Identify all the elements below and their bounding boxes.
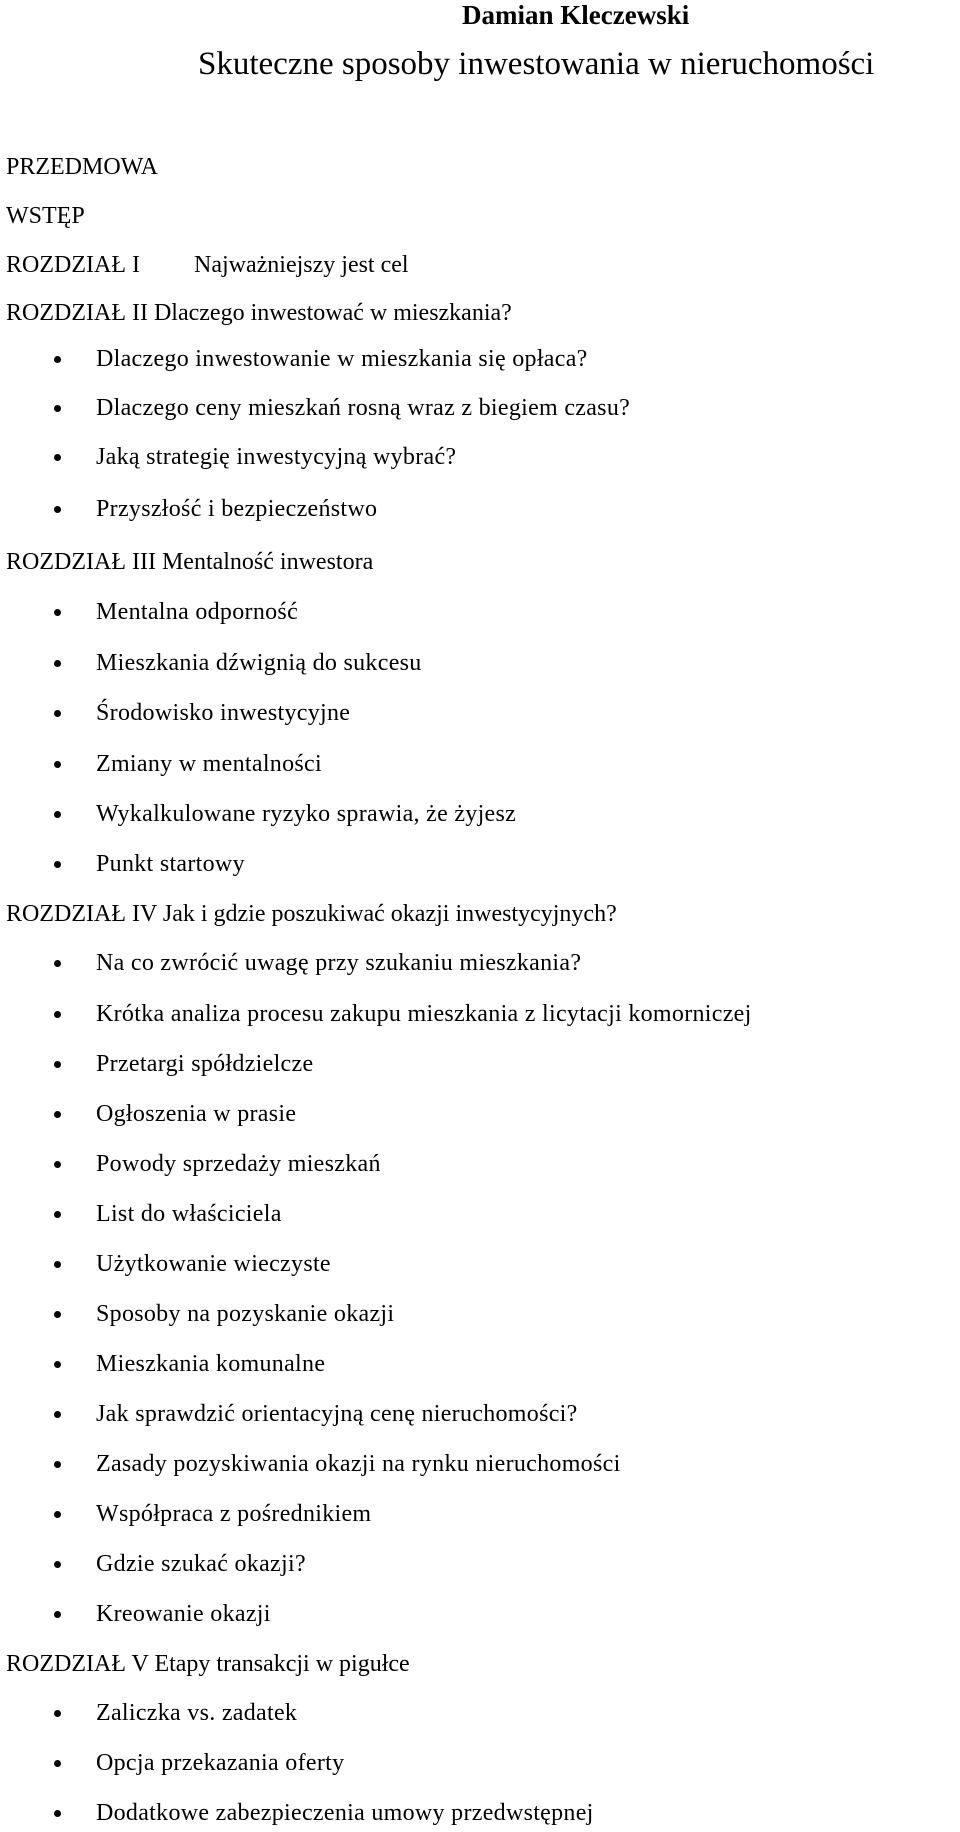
- chapter-1-label: ROZDZIAŁ I: [6, 252, 140, 278]
- bullet-icon: [54, 506, 61, 513]
- bullet-icon: [54, 1710, 61, 1717]
- bullet-icon: [54, 1561, 61, 1568]
- bullet-icon: [54, 1511, 61, 1518]
- bullet-icon: [54, 1261, 61, 1268]
- bullet-icon: [54, 960, 61, 967]
- bullet-icon: [54, 405, 61, 412]
- toc-entry-chapter-5: ROZDZIAŁ V Etapy transakcji w pigułce: [6, 1651, 410, 1677]
- bullet-icon: [54, 1161, 61, 1168]
- toc-entry-chapter-4: ROZDZIAŁ IV Jak i gdzie poszukiwać okazji inwestycyjnych?: [6, 901, 617, 927]
- bullet-icon: [54, 1411, 61, 1418]
- toc-entry-chapter-1: [6, 250, 409, 280]
- bullet-icon: [54, 861, 61, 868]
- bullet-icon: [54, 609, 61, 616]
- bullet-icon: [54, 1311, 61, 1318]
- bullet-icon: [54, 1760, 61, 1767]
- bullet-icon: [54, 1211, 61, 1218]
- toc-entry-chapter-3: ROZDZIAŁ III Mentalność inwestora: [6, 549, 374, 575]
- author-name: Damian Kleczewski: [462, 0, 690, 30]
- bullet-icon: [54, 454, 61, 461]
- bullet-icon: [54, 1061, 61, 1068]
- bullet-icon: [54, 1011, 61, 1018]
- toc-entry-preface: PRZEDMOWA: [6, 154, 159, 180]
- bullet-icon: [54, 1810, 61, 1817]
- bullet-icon: [54, 1461, 61, 1468]
- bullet-icon: [54, 1611, 61, 1618]
- bullet-icon: [54, 811, 61, 818]
- bullet-icon: [54, 1361, 61, 1368]
- toc-entry-introduction: WSTĘP: [6, 203, 85, 229]
- bullet-icon: [54, 660, 61, 667]
- bullet-icon: [54, 356, 61, 363]
- chapter-1-title: Najważniejszy jest cel: [194, 252, 409, 278]
- bullet-icon: [54, 1111, 61, 1118]
- document-title: Skuteczne sposoby inwestowania w nieruchomości: [198, 46, 875, 82]
- bullet-icon: [54, 710, 61, 717]
- bullet-icon: [54, 761, 61, 768]
- toc-entry-chapter-2: ROZDZIAŁ II Dlaczego inwestować w mieszkania?: [6, 300, 512, 326]
